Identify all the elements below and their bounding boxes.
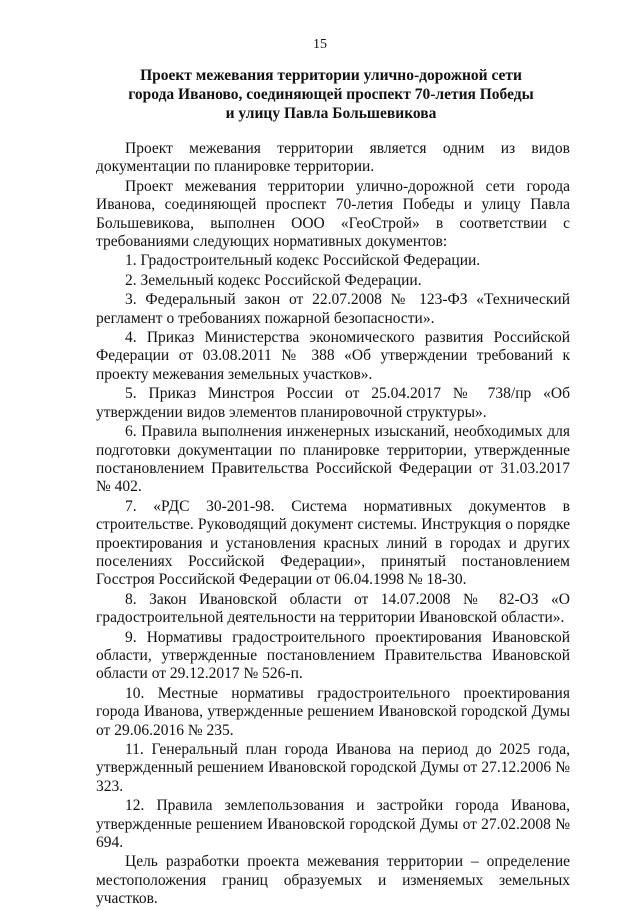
title-line-3: и улицу Павла Большевикова xyxy=(225,105,437,122)
list-item-4: 4. Приказ Министерства экономического развития Российской Федерации от 03.08.2011 № 388 «Об утверждении требований к проекту межевания земельных участков». xyxy=(96,329,570,383)
title-line-2: города Иваново, соединяющей проспект 70-летия Победы xyxy=(128,86,534,103)
list-item-11: 11. Генеральный план города Иванова на период до 2025 года, утвержденный решением Ивановской городской Думы от 27.12.2006 № 323. xyxy=(96,741,570,795)
list-item-2: 2. Земельный кодекс Российской Федерации. xyxy=(125,271,422,289)
list-item-1: 1. Градостроительный кодекс Российской Федерации. xyxy=(125,252,481,270)
page-number: 15 xyxy=(313,37,327,52)
paragraph-goal: Цель разработки проекта межевания территории – определение местоположения границ образуемых и изменяемых земельных участков. xyxy=(96,853,570,908)
paragraph-intro: Проект межевания территории является одним из видов документации по планировке территории. xyxy=(96,140,570,176)
list-item-12: 12. Правила землепользования и застройки города Иванова, утвержденные решением Ивановской городской Думы от 27.02.2008 № 694. xyxy=(96,797,570,852)
list-item-6: 6. Правила выполнения инженерных изысканий, необходимых для подготовки документации по планировке территории, утвержденные постановлением Правительства Российской Федерации от 31.03.2017 № 402. xyxy=(96,423,570,496)
list-item-5: 5. Приказ Минстроя России от 25.04.2017 № 738/пр «Об утверждении видов элементов планировочной структуры». xyxy=(96,385,570,421)
paragraph-scope: Проект межевания территории улично-дорожной сети города Иванова, соединяющей проспект 70-летия Победы и улицу Павла Большевикова, выполнен ООО «ГеоСтрой» в соответствии с требованиями следующих нормативных документов: xyxy=(96,177,570,251)
list-item-7: 7. «РДС 30-201-98. Система нормативных документов в строительстве. Руководящий документ системы. Инструкция о порядке проектирования и установления красных линий в городах и других поселениях Российской Федерации», принятый постановлением Госстроя Российской Федерации от 06.04.1998 № 18-30. xyxy=(96,497,570,589)
list-item-3: 3. Федеральный закон от 22.07.2008 № 123-ФЗ «Технический регламент о требованиях пожарной безопасности». xyxy=(96,291,570,327)
list-item-10: 10. Местные нормативы градостроительного проектирования города Иванова, утвержденные решением Ивановской городской Думы от 29.06.2016 № 235. xyxy=(96,684,570,739)
title-line-1: Проект межевания территории улично-дорожной сети xyxy=(140,67,522,84)
list-item-8: 8. Закон Ивановской области от 14.07.2008 № 82-ОЗ «О градостроительной деятельности на территории Ивановской области». xyxy=(96,590,570,627)
document-title xyxy=(96,66,566,123)
document-body xyxy=(96,140,570,910)
list-item-9: 9. Нормативы градостроительного проектирования Ивановской области, утвержденные постановлением Правительства Ивановской области от 29.12.2017 № 526-п. xyxy=(96,628,570,683)
